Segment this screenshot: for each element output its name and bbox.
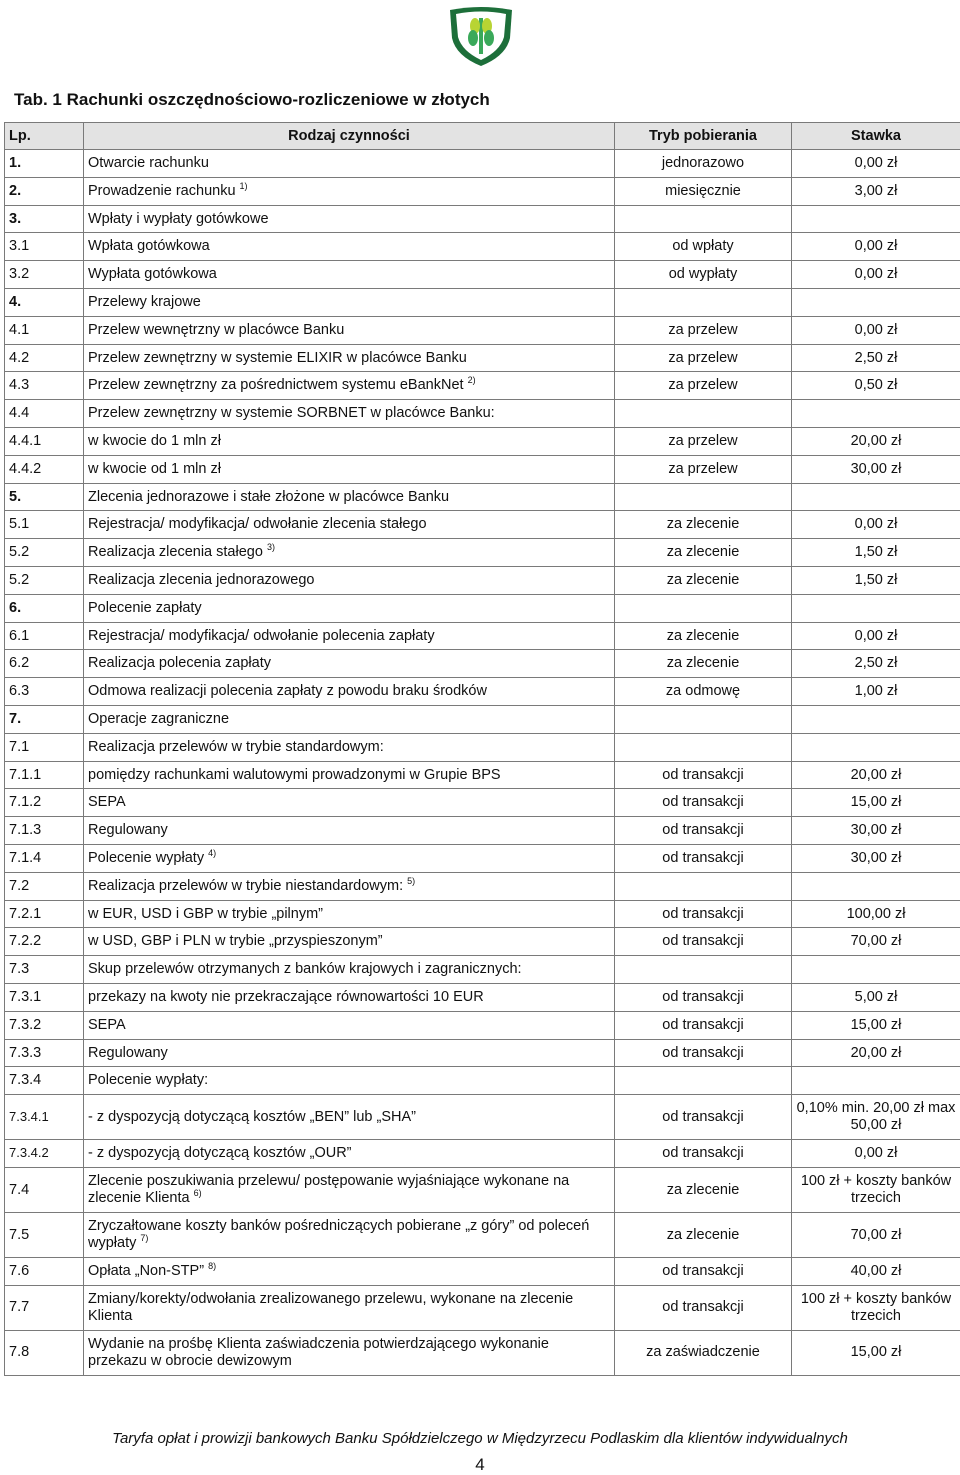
- row-mode: za zlecenie: [615, 539, 792, 567]
- row-name: Regulowany: [88, 822, 168, 838]
- row-name: Przelew zewnętrzny w systemie ELIXIR w placówce Banku: [88, 350, 467, 366]
- row-name: Realizacja zlecenia stałego: [88, 544, 263, 560]
- row-rate: [792, 483, 960, 511]
- row-mode: od transakcji: [615, 817, 792, 845]
- footnote-marker: 5): [407, 876, 415, 886]
- row-name-cell: [84, 650, 615, 678]
- table-row: [5, 789, 960, 817]
- row-mode: za przelew: [615, 316, 792, 344]
- footnote-marker: 8): [208, 1261, 216, 1271]
- footnote-marker: 4): [208, 848, 216, 858]
- table-row: [5, 928, 960, 956]
- row-rate: 0,10% min. 20,00 zł max 50,00 zł: [792, 1095, 960, 1140]
- row-lp: 7.2.2: [5, 928, 84, 956]
- row-name-cell: [84, 705, 615, 733]
- row-mode: od transakcji: [615, 900, 792, 928]
- row-name-cell: [84, 372, 615, 400]
- row-mode: od transakcji: [615, 761, 792, 789]
- row-lp: 7.1.1: [5, 761, 84, 789]
- table-body: [5, 150, 960, 1376]
- table-row: [5, 650, 960, 678]
- bank-logo-icon: [442, 4, 520, 68]
- row-name: Realizacja zlecenia jednorazowego: [88, 572, 315, 588]
- row-lp: 7.1.4: [5, 844, 84, 872]
- row-lp: 7.1: [5, 733, 84, 761]
- row-lp: 7.3.2: [5, 1011, 84, 1039]
- row-name-cell: [84, 1039, 615, 1067]
- row-rate: 30,00 zł: [792, 455, 960, 483]
- row-name: Wydanie na prośbę Klienta zaświadczenia potwierdzającego wykonanie przekazu w obrocie dewizowym: [88, 1336, 549, 1369]
- row-mode: [615, 1067, 792, 1095]
- row-name-cell: [84, 288, 615, 316]
- row-mode: za zlecenie: [615, 1167, 792, 1212]
- row-lp: 7.3.4.2: [5, 1140, 84, 1168]
- row-name: Skup przelewów otrzymanych z banków krajowych i zagranicznych:: [88, 961, 522, 977]
- row-mode: za przelew: [615, 344, 792, 372]
- row-name-cell: [84, 733, 615, 761]
- row-mode: jednorazowo: [615, 150, 792, 178]
- row-name-cell: [84, 261, 615, 289]
- row-rate: [792, 288, 960, 316]
- table-title: Tab. 1 Rachunki oszczędnościowo-rozliczeniowe w złotych: [14, 90, 490, 110]
- table-row: [5, 511, 960, 539]
- row-lp: 4.4: [5, 400, 84, 428]
- row-name-cell: [84, 427, 615, 455]
- row-mode: za odmowę: [615, 678, 792, 706]
- row-name-cell: [84, 956, 615, 984]
- row-lp: 1.: [5, 150, 84, 178]
- header-lp: Lp.: [5, 123, 84, 150]
- row-lp: 5.2: [5, 539, 84, 567]
- table-row: [5, 956, 960, 984]
- row-name-cell: [84, 511, 615, 539]
- row-name: - z dyspozycją dotyczącą kosztów „OUR”: [88, 1145, 352, 1161]
- row-lp: 3.1: [5, 233, 84, 261]
- row-lp: 3.2: [5, 261, 84, 289]
- row-name: Realizacja przelewów w trybie standardowym:: [88, 739, 384, 755]
- row-name: Wypłata gotówkowa: [88, 266, 217, 282]
- table-row: [5, 1330, 960, 1375]
- table-row: [5, 316, 960, 344]
- table-row: [5, 1257, 960, 1285]
- table-row: [5, 983, 960, 1011]
- row-name: SEPA: [88, 794, 126, 810]
- row-mode: [615, 483, 792, 511]
- row-lp: 7.3.1: [5, 983, 84, 1011]
- row-rate: [792, 872, 960, 900]
- row-mode: za zlecenie: [615, 1212, 792, 1257]
- row-name: Rejestracja/ modyfikacja/ odwołanie polecenia zapłaty: [88, 628, 435, 644]
- row-name: Odmowa realizacji polecenia zapłaty z powodu braku środków: [88, 683, 487, 699]
- row-rate: [792, 733, 960, 761]
- row-rate: 2,50 zł: [792, 650, 960, 678]
- row-rate: [792, 705, 960, 733]
- row-rate: 0,00 zł: [792, 511, 960, 539]
- row-rate: 1,50 zł: [792, 566, 960, 594]
- footnote-marker: 7): [140, 1233, 148, 1243]
- row-name-cell: [84, 1212, 615, 1257]
- row-name: w USD, GBP i PLN w trybie „przyspieszonym”: [88, 933, 383, 949]
- row-name: w kwocie od 1 mln zł: [88, 461, 221, 477]
- header-rate: Stawka: [792, 123, 960, 150]
- row-rate: 0,00 zł: [792, 150, 960, 178]
- row-mode: [615, 705, 792, 733]
- table-row: [5, 372, 960, 400]
- row-mode: [615, 956, 792, 984]
- row-lp: 6.: [5, 594, 84, 622]
- table-row: [5, 872, 960, 900]
- row-name: przekazy na kwoty nie przekraczające równowartości 10 EUR: [88, 989, 484, 1005]
- row-lp: 6.1: [5, 622, 84, 650]
- row-name: Polecenie wypłaty:: [88, 1072, 208, 1088]
- row-name-cell: [84, 928, 615, 956]
- row-name: Zlecenie poszukiwania przelewu/ postępowanie wyjaśniające wykonane na zlecenie Klienta: [88, 1173, 569, 1206]
- row-name-cell: [84, 622, 615, 650]
- row-mode: od transakcji: [615, 844, 792, 872]
- header-mode: Tryb pobierania: [615, 123, 792, 150]
- row-lp: 4.: [5, 288, 84, 316]
- row-rate: 15,00 zł: [792, 1330, 960, 1375]
- row-rate: 0,00 zł: [792, 622, 960, 650]
- row-name: Przelew zewnętrzny za pośrednictwem systemu eBankNet: [88, 377, 464, 393]
- row-rate: [792, 205, 960, 233]
- row-lp: 7.3.3: [5, 1039, 84, 1067]
- row-mode: za zlecenie: [615, 511, 792, 539]
- row-lp: 7.3: [5, 956, 84, 984]
- table-row: [5, 205, 960, 233]
- footnote-marker: 3): [267, 542, 275, 552]
- row-rate: 20,00 zł: [792, 1039, 960, 1067]
- tariff-table: [4, 122, 960, 1376]
- row-mode: miesięcznie: [615, 177, 792, 205]
- row-rate: 15,00 zł: [792, 1011, 960, 1039]
- row-mode: za zlecenie: [615, 650, 792, 678]
- row-lp: 2.: [5, 177, 84, 205]
- row-rate: 5,00 zł: [792, 983, 960, 1011]
- table-row: [5, 1167, 960, 1212]
- table-header-row: [5, 123, 960, 150]
- row-name: Rejestracja/ modyfikacja/ odwołanie zlecenia stałego: [88, 516, 427, 532]
- row-lp: 7.1.2: [5, 789, 84, 817]
- table-row: [5, 705, 960, 733]
- row-name: Prowadzenie rachunku: [88, 183, 236, 199]
- row-lp: 7.8: [5, 1330, 84, 1375]
- row-mode: od transakcji: [615, 928, 792, 956]
- row-lp: 7.5: [5, 1212, 84, 1257]
- row-mode: od transakcji: [615, 1257, 792, 1285]
- row-name-cell: [84, 1140, 615, 1168]
- row-lp: 4.4.2: [5, 455, 84, 483]
- table-row: [5, 1212, 960, 1257]
- row-lp: 5.2: [5, 566, 84, 594]
- table-row: [5, 455, 960, 483]
- row-mode: za zaświadczenie: [615, 1330, 792, 1375]
- row-rate: 3,00 zł: [792, 177, 960, 205]
- table-row: [5, 427, 960, 455]
- table-row: [5, 233, 960, 261]
- row-name-cell: [84, 483, 615, 511]
- row-name: w EUR, USD i GBP w trybie „pilnym”: [88, 906, 323, 922]
- table-row: [5, 177, 960, 205]
- row-name: Polecenie wypłaty: [88, 850, 204, 866]
- table-row: [5, 844, 960, 872]
- row-rate: [792, 1067, 960, 1095]
- row-name: Polecenie zapłaty: [88, 600, 202, 616]
- row-name-cell: [84, 1285, 615, 1330]
- row-lp: 3.: [5, 205, 84, 233]
- row-name: Przelew wewnętrzny w placówce Banku: [88, 322, 344, 338]
- row-lp: 7.2.1: [5, 900, 84, 928]
- row-rate: 0,00 zł: [792, 233, 960, 261]
- footnote-marker: 6): [194, 1188, 202, 1198]
- row-rate: [792, 956, 960, 984]
- row-rate: 70,00 zł: [792, 928, 960, 956]
- row-rate: 100 zł + koszty banków trzecich: [792, 1167, 960, 1212]
- page-number: 4: [0, 1455, 960, 1475]
- row-lp: 4.4.1: [5, 427, 84, 455]
- row-mode: [615, 400, 792, 428]
- row-mode: za zlecenie: [615, 566, 792, 594]
- row-name: pomiędzy rachunkami walutowymi prowadzonymi w Grupie BPS: [88, 767, 501, 783]
- row-rate: [792, 594, 960, 622]
- row-mode: za przelew: [615, 455, 792, 483]
- table-row: [5, 150, 960, 178]
- row-mode: od transakcji: [615, 1095, 792, 1140]
- table-row: [5, 344, 960, 372]
- table-row: [5, 566, 960, 594]
- table-row: [5, 900, 960, 928]
- footnote-marker: 2): [468, 375, 476, 385]
- row-mode: od transakcji: [615, 1039, 792, 1067]
- row-mode: od transakcji: [615, 1140, 792, 1168]
- row-mode: od transakcji: [615, 1011, 792, 1039]
- row-mode: [615, 288, 792, 316]
- row-lp: 7.1.3: [5, 817, 84, 845]
- row-name: Wpłata gotówkowa: [88, 238, 210, 254]
- row-rate: 15,00 zł: [792, 789, 960, 817]
- row-lp: 5.: [5, 483, 84, 511]
- row-name-cell: [84, 1067, 615, 1095]
- table-row: [5, 733, 960, 761]
- row-lp: 7.3.4.1: [5, 1095, 84, 1140]
- row-name-cell: [84, 400, 615, 428]
- table-row: [5, 288, 960, 316]
- row-name-cell: [84, 844, 615, 872]
- row-name-cell: [84, 1167, 615, 1212]
- footer-text: Taryfa opłat i prowizji bankowych Banku Spółdzielczego w Międzyrzecu Podlaskim dla klientów indywidualnych: [0, 1430, 960, 1447]
- row-name-cell: [84, 594, 615, 622]
- row-name: Otwarcie rachunku: [88, 155, 209, 171]
- row-name: Przelewy krajowe: [88, 294, 201, 310]
- row-rate: 40,00 zł: [792, 1257, 960, 1285]
- row-lp: 4.3: [5, 372, 84, 400]
- row-name: Wpłaty i wypłaty gotówkowe: [88, 211, 269, 227]
- row-mode: [615, 733, 792, 761]
- table-row: [5, 483, 960, 511]
- row-name-cell: [84, 1330, 615, 1375]
- row-name-cell: [84, 177, 615, 205]
- table-row: [5, 1095, 960, 1140]
- row-mode: za przelew: [615, 427, 792, 455]
- row-mode: [615, 205, 792, 233]
- row-name: Zmiany/korekty/odwołania zrealizowanego przelewu, wykonane na zlecenie Klienta: [88, 1291, 573, 1324]
- row-name: Operacje zagraniczne: [88, 711, 229, 727]
- row-name: Przelew zewnętrzny w systemie SORBNET w placówce Banku:: [88, 405, 495, 421]
- row-mode: od transakcji: [615, 789, 792, 817]
- row-mode: za przelew: [615, 372, 792, 400]
- row-name: Realizacja polecenia zapłaty: [88, 655, 271, 671]
- table-row: [5, 539, 960, 567]
- row-lp: 4.1: [5, 316, 84, 344]
- row-name-cell: [84, 150, 615, 178]
- row-mode: od wpłaty: [615, 233, 792, 261]
- row-name-cell: [84, 817, 615, 845]
- table-row: [5, 622, 960, 650]
- row-rate: 1,00 zł: [792, 678, 960, 706]
- row-name-cell: [84, 539, 615, 567]
- row-name-cell: [84, 678, 615, 706]
- row-name-cell: [84, 1095, 615, 1140]
- row-name-cell: [84, 1011, 615, 1039]
- table-row: [5, 1285, 960, 1330]
- footnote-marker: 1): [240, 181, 248, 191]
- row-mode: od transakcji: [615, 1285, 792, 1330]
- row-name: Zlecenia jednorazowe i stałe złożone w placówce Banku: [88, 489, 449, 505]
- table-row: [5, 1140, 960, 1168]
- row-name-cell: [84, 983, 615, 1011]
- row-rate: 70,00 zł: [792, 1212, 960, 1257]
- row-name: Regulowany: [88, 1045, 168, 1061]
- row-name-cell: [84, 344, 615, 372]
- row-rate: 30,00 zł: [792, 844, 960, 872]
- row-lp: 7.4: [5, 1167, 84, 1212]
- row-name: Zryczałtowane koszty banków pośredniczących pobierane „z góry” od poleceń wypłaty: [88, 1218, 589, 1251]
- table-row: [5, 594, 960, 622]
- row-name: Realizacja przelewów w trybie niestandardowym:: [88, 878, 403, 894]
- row-rate: 20,00 zł: [792, 427, 960, 455]
- row-lp: 6.2: [5, 650, 84, 678]
- row-rate: 1,50 zł: [792, 539, 960, 567]
- row-lp: 7.3.4: [5, 1067, 84, 1095]
- row-mode: [615, 594, 792, 622]
- table-row: [5, 678, 960, 706]
- row-mode: od transakcji: [615, 983, 792, 1011]
- row-name-cell: [84, 316, 615, 344]
- row-rate: 2,50 zł: [792, 344, 960, 372]
- row-lp: 5.1: [5, 511, 84, 539]
- row-lp: 7.6: [5, 1257, 84, 1285]
- table-row: [5, 817, 960, 845]
- row-lp: 7.7: [5, 1285, 84, 1330]
- table-row: [5, 1039, 960, 1067]
- row-name-cell: [84, 455, 615, 483]
- row-name: Opłata „Non-STP”: [88, 1263, 204, 1279]
- row-mode: [615, 872, 792, 900]
- row-name-cell: [84, 566, 615, 594]
- row-rate: 100 zł + koszty banków trzecich: [792, 1285, 960, 1330]
- table-row: [5, 1011, 960, 1039]
- table-row: [5, 261, 960, 289]
- header-name: Rodzaj czynności: [84, 123, 615, 150]
- row-lp: 7.2: [5, 872, 84, 900]
- row-rate: 0,50 zł: [792, 372, 960, 400]
- row-name-cell: [84, 205, 615, 233]
- row-rate: [792, 400, 960, 428]
- row-name-cell: [84, 900, 615, 928]
- row-name: - z dyspozycją dotyczącą kosztów „BEN” lub „SHA”: [88, 1109, 416, 1125]
- row-rate: 0,00 zł: [792, 261, 960, 289]
- row-mode: od wypłaty: [615, 261, 792, 289]
- row-rate: 30,00 zł: [792, 817, 960, 845]
- row-rate: 0,00 zł: [792, 1140, 960, 1168]
- row-mode: za zlecenie: [615, 622, 792, 650]
- table-row: [5, 761, 960, 789]
- row-name: SEPA: [88, 1017, 126, 1033]
- row-name-cell: [84, 789, 615, 817]
- table-row: [5, 400, 960, 428]
- row-name: w kwocie do 1 mln zł: [88, 433, 221, 449]
- row-rate: 20,00 zł: [792, 761, 960, 789]
- row-lp: 4.2: [5, 344, 84, 372]
- row-rate: 0,00 zł: [792, 316, 960, 344]
- row-name-cell: [84, 761, 615, 789]
- table-row: [5, 1067, 960, 1095]
- row-lp: 6.3: [5, 678, 84, 706]
- row-rate: 100,00 zł: [792, 900, 960, 928]
- row-name-cell: [84, 233, 615, 261]
- row-lp: 7.: [5, 705, 84, 733]
- row-name-cell: [84, 872, 615, 900]
- row-name-cell: [84, 1257, 615, 1285]
